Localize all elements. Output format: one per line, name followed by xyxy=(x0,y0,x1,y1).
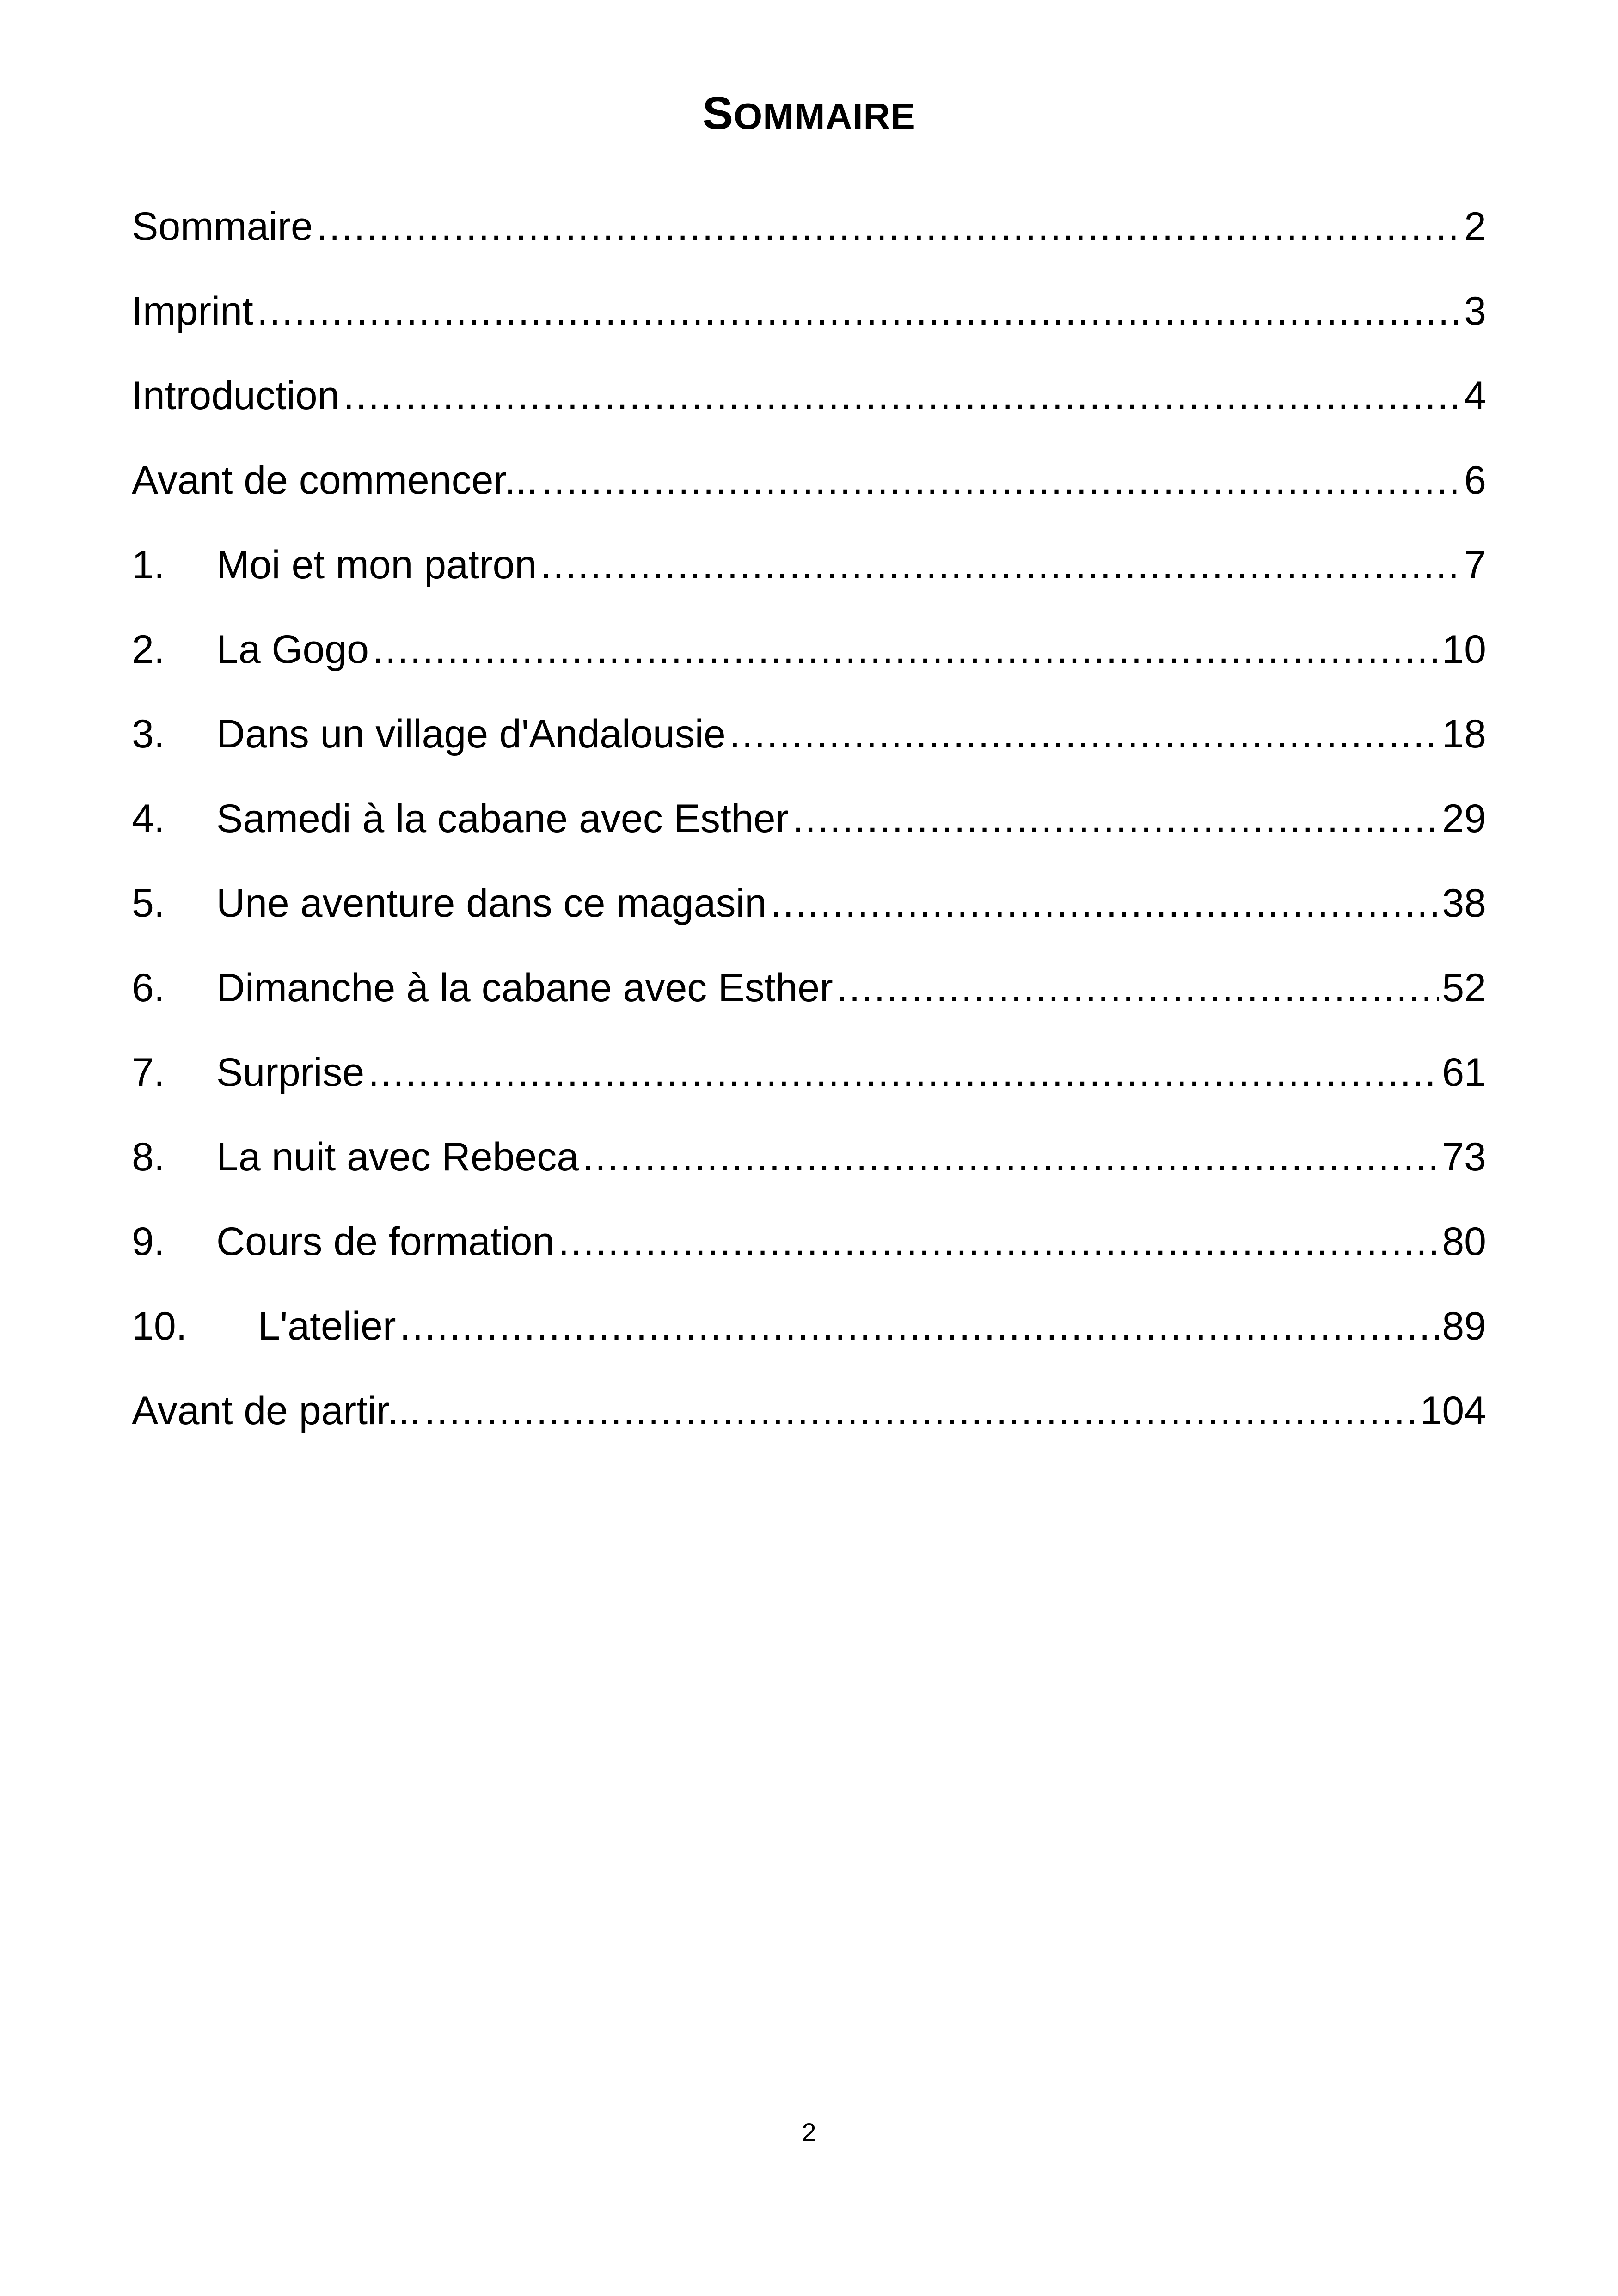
toc-dot-leader xyxy=(368,1045,1439,1100)
toc-entry[interactable] xyxy=(132,1298,1486,1383)
toc-entry-title: La nuit avec Rebeca xyxy=(216,1135,579,1179)
toc-entry-page: 89 xyxy=(1442,1304,1486,1348)
toc-entry[interactable] xyxy=(132,706,1486,791)
toc-entry-number: 9. xyxy=(132,1219,165,1264)
toc-dot-leader xyxy=(582,1129,1439,1185)
toc-entry-page: 52 xyxy=(1442,966,1486,1010)
toc-dot-leader xyxy=(837,960,1440,1016)
toc-entry-page: 7 xyxy=(1464,543,1486,587)
toc-dot-leader xyxy=(257,283,1461,339)
toc-entry-title: Avant de partir... xyxy=(132,1389,421,1433)
toc-entry[interactable] xyxy=(132,791,1486,876)
toc-entry-title: Moi et mon patron xyxy=(216,543,537,587)
toc-entry[interactable] xyxy=(132,1045,1486,1129)
toc-dot-leader xyxy=(541,453,1461,508)
toc-entry-title: Cours de formation xyxy=(216,1219,555,1264)
toc-entry-title: Dimanche à la cabane avec Esther xyxy=(216,966,833,1010)
toc-dot-leader xyxy=(729,706,1440,762)
toc-entry-number: 6. xyxy=(132,966,165,1010)
toc-dot-leader xyxy=(770,876,1439,931)
toc-entry-number: 8. xyxy=(132,1135,165,1179)
toc-entry-number: 7. xyxy=(132,1050,165,1095)
page-title xyxy=(0,87,1618,139)
toc-entry-page: 18 xyxy=(1442,712,1486,756)
toc-dot-leader xyxy=(424,1383,1417,1439)
toc-entry-number: 10. xyxy=(132,1304,187,1348)
toc-entry[interactable] xyxy=(132,1129,1486,1214)
toc-entry[interactable] xyxy=(132,283,1486,368)
title-initial: S xyxy=(702,87,734,139)
toc-entry-page: 6 xyxy=(1464,458,1486,502)
toc-dot-leader xyxy=(373,622,1439,677)
title-rest: OMMAIRE xyxy=(734,96,916,137)
page-number: 2 xyxy=(802,2118,816,2147)
toc-entry-page: 80 xyxy=(1442,1219,1486,1264)
toc-entry-title: Surprise xyxy=(216,1050,365,1095)
toc-entry[interactable] xyxy=(132,1214,1486,1298)
toc-entry-number: 5. xyxy=(132,881,165,925)
toc-dot-leader xyxy=(343,368,1461,423)
toc-entry-title: L'atelier xyxy=(258,1304,396,1348)
toc-entry-page: 38 xyxy=(1442,881,1486,925)
toc-entry-title: Imprint xyxy=(132,289,253,333)
toc-entry[interactable] xyxy=(132,622,1486,706)
toc-entry-title: Avant de commencer... xyxy=(132,458,538,502)
toc-dot-leader xyxy=(317,199,1461,254)
toc-entry-page: 73 xyxy=(1442,1135,1486,1179)
toc-entry-page: 10 xyxy=(1442,627,1486,672)
toc-entry-number: 4. xyxy=(132,796,165,841)
toc-entry-page: 2 xyxy=(1464,204,1486,249)
toc-entry-page: 4 xyxy=(1464,373,1486,418)
toc-entry-number: 1. xyxy=(132,543,165,587)
toc-entry-title: Samedi à la cabane avec Esther xyxy=(216,796,789,841)
toc-entry[interactable] xyxy=(132,876,1486,960)
toc-entry[interactable] xyxy=(132,199,1486,283)
toc-entry-page: 104 xyxy=(1420,1389,1486,1433)
toc-dot-leader xyxy=(792,791,1439,846)
toc-dot-leader xyxy=(558,1214,1439,1269)
toc-entry-page: 29 xyxy=(1442,796,1486,841)
toc-dot-leader xyxy=(540,537,1461,593)
toc-entry-page: 3 xyxy=(1464,289,1486,333)
toc-entry-title: La Gogo xyxy=(216,627,369,672)
toc-entry[interactable] xyxy=(132,537,1486,622)
toc-entry[interactable] xyxy=(132,453,1486,537)
toc-entry[interactable] xyxy=(132,368,1486,453)
toc-entry-page: 61 xyxy=(1442,1050,1486,1095)
table-of-contents xyxy=(132,199,1486,1468)
toc-entry-number: 3. xyxy=(132,712,165,756)
toc-entry-number: 2. xyxy=(132,627,165,672)
toc-entry-title: Dans un village d'Andalousie xyxy=(216,712,726,756)
toc-entry-title: Sommaire xyxy=(132,204,313,249)
toc-entry[interactable] xyxy=(132,1383,1486,1468)
toc-entry-title: Une aventure dans ce magasin xyxy=(216,881,767,925)
toc-entry[interactable] xyxy=(132,960,1486,1045)
toc-entry-title: Introduction xyxy=(132,373,340,418)
toc-dot-leader xyxy=(399,1298,1439,1354)
